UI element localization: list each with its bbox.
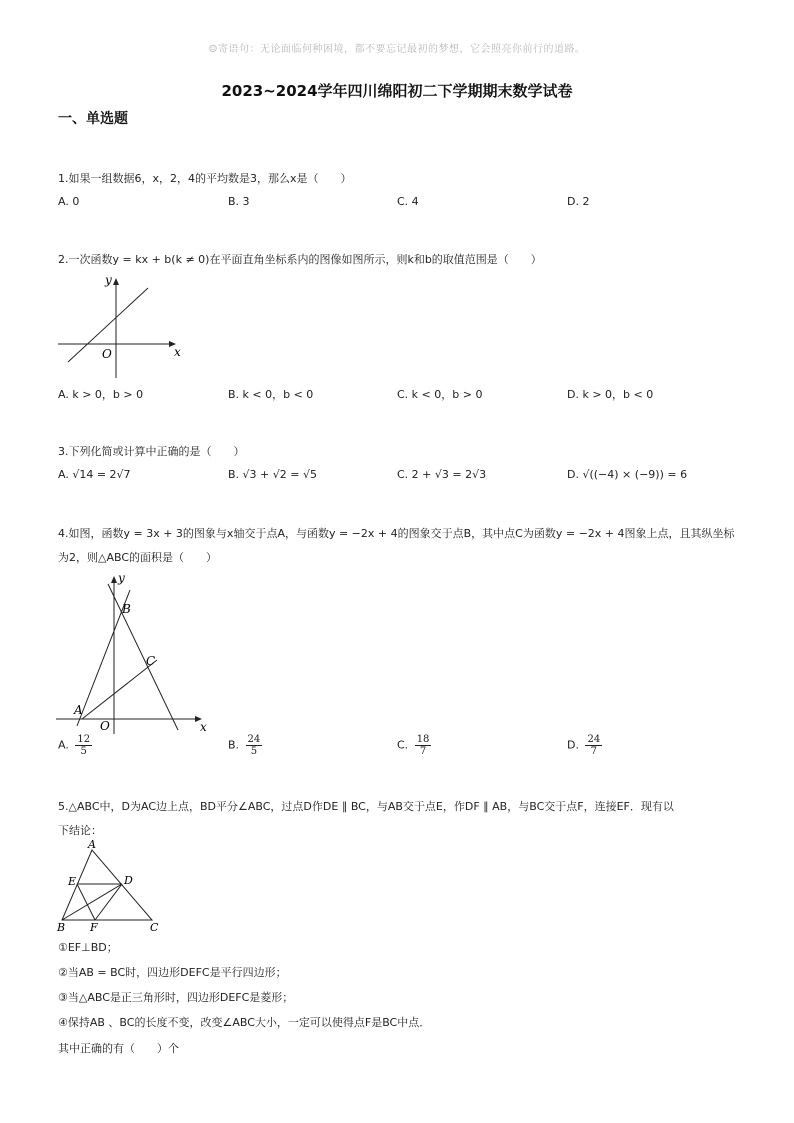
exam-title: 2023~2024学年四川绵阳初二下学期期末数学试卷 bbox=[221, 82, 573, 100]
q4-option-d-fraction bbox=[585, 734, 602, 757]
q4-option-c-fraction bbox=[415, 734, 432, 757]
q4-option-c-num: 18 bbox=[416, 734, 430, 745]
q2-y-label: y bbox=[105, 273, 112, 287]
q4-option-a-den: 5 bbox=[80, 746, 87, 757]
q4-point-a-label: A bbox=[74, 703, 83, 717]
question-4-option-c bbox=[397, 734, 431, 757]
q4-point-c-label: C bbox=[146, 654, 156, 668]
question-3-option-c: C. 2 + √3 = 2√3 bbox=[397, 468, 487, 481]
q4-option-b-fraction bbox=[246, 734, 263, 757]
question-4-figure bbox=[52, 568, 212, 738]
q4-x-label: x bbox=[200, 720, 207, 734]
question-5-statement-2: ②当AB = BC时，四边形DEFC是平行四边形； bbox=[58, 966, 287, 979]
section-heading: 一、单选题 bbox=[58, 111, 128, 127]
q5-segment-df bbox=[95, 884, 122, 920]
question-4-option-d bbox=[567, 734, 602, 757]
question-2-stem: 2.一次函数y = kx + b(k ≠ 0)在平面直角坐标系内的图像如图所示，则k和b的取值范围是（ ） bbox=[58, 253, 542, 266]
question-2-option-a: A. k > 0，b > 0 bbox=[58, 388, 144, 401]
question-4-stem-line1: 4.如图，函数y = 3x + 3的图象与x轴交于点A，与函数y = −2x + 4的图象交于点B，其中点C为函数y = −2x + 4图象上点，且其纵坐标 bbox=[58, 527, 735, 540]
question-5-stem-line1: 5.△ABC中，D为AC边上点，BD平分∠ABC，过点D作DE ∥ BC，与AB交于点E，作DF ∥ AB，与BC交于点F，连接EF．现有以 bbox=[58, 800, 674, 813]
question-2-option-c: C. k < 0，b > 0 bbox=[397, 388, 483, 401]
question-3-option-d: D. √((−4) × (−9)) = 6 bbox=[567, 468, 688, 481]
q4-option-d-num: 24 bbox=[587, 734, 601, 745]
q4-option-d-letter: D. bbox=[567, 738, 579, 752]
q4-option-a-letter: A. bbox=[58, 738, 69, 752]
q4-y-arrow bbox=[111, 576, 117, 583]
q5-point-b-label: B bbox=[57, 921, 66, 934]
question-1-option-b: B. 3 bbox=[228, 195, 250, 208]
question-4-option-a bbox=[58, 734, 92, 757]
question-5-stem-line2: 下结论： bbox=[58, 824, 102, 837]
question-3-stem: 3.下列化简或计算中正确的是（ ） bbox=[58, 445, 245, 458]
q4-option-d-den: 7 bbox=[590, 746, 598, 757]
q4-option-c-den: 7 bbox=[419, 746, 427, 757]
question-2-option-d: D. k > 0，b < 0 bbox=[567, 388, 654, 401]
question-5-statement-3: ③当△ABC是正三角形时，四边形DEFC是菱形； bbox=[58, 991, 294, 1004]
q5-point-d-label: D bbox=[124, 874, 133, 887]
q4-segment-ac bbox=[82, 660, 157, 719]
q2-origin-label: O bbox=[102, 347, 112, 361]
q4-option-b-num: 24 bbox=[247, 734, 261, 745]
question-1-option-d: D. 2 bbox=[567, 195, 590, 208]
q5-point-e-label: E bbox=[68, 875, 77, 888]
question-3-option-b: B. √3 + √2 = √5 bbox=[228, 468, 317, 481]
header-motto: ☺寄语句：无论面临何种困境，都不要忘记最初的梦想，它会照亮你前行的道路。 bbox=[208, 44, 586, 55]
question-2-figure bbox=[50, 268, 190, 383]
q4-option-c-letter: C. bbox=[397, 738, 409, 752]
question-5-statement-4: ④保持AB 、BC的长度不变，改变∠ABC大小，一定可以使得点F是BC中点． bbox=[58, 1016, 431, 1029]
question-5-closing: 其中正确的有（ ）个 bbox=[58, 1042, 179, 1055]
q4-y-label: y bbox=[118, 571, 125, 585]
question-4-stem-line2: 为2，则△ABC的面积是（ ） bbox=[58, 551, 218, 564]
question-3-option-a: A. √14 = 2√7 bbox=[58, 468, 131, 481]
q5-point-c-label: C bbox=[150, 921, 159, 934]
question-4-option-b bbox=[228, 734, 262, 757]
q4-option-b-letter: B. bbox=[228, 738, 240, 752]
question-5-figure bbox=[52, 838, 170, 934]
q4-point-b-label: B bbox=[122, 602, 131, 616]
q4-option-a-num: 12 bbox=[77, 734, 91, 745]
q4-line-y-minus-2x-plus-4 bbox=[108, 584, 178, 730]
question-2-option-b: B. k < 0，b < 0 bbox=[228, 388, 314, 401]
q4-option-b-den: 5 bbox=[250, 746, 258, 757]
q5-point-a-label: A bbox=[88, 838, 96, 851]
q2-y-arrow bbox=[113, 278, 119, 285]
question-1-stem: 1.如果一组数据6，x，2，4的平均数是3，那么x是（ ） bbox=[58, 172, 352, 185]
q4-option-a-fraction bbox=[75, 734, 92, 757]
question-1-option-a: A. 0 bbox=[58, 195, 80, 208]
question-1-option-c: C. 4 bbox=[397, 195, 419, 208]
question-5-statement-1: ①EF⊥BD； bbox=[58, 941, 118, 954]
q2-x-label: x bbox=[174, 345, 181, 359]
q4-origin-label: O bbox=[100, 719, 110, 733]
q5-point-f-label: F bbox=[90, 921, 98, 934]
